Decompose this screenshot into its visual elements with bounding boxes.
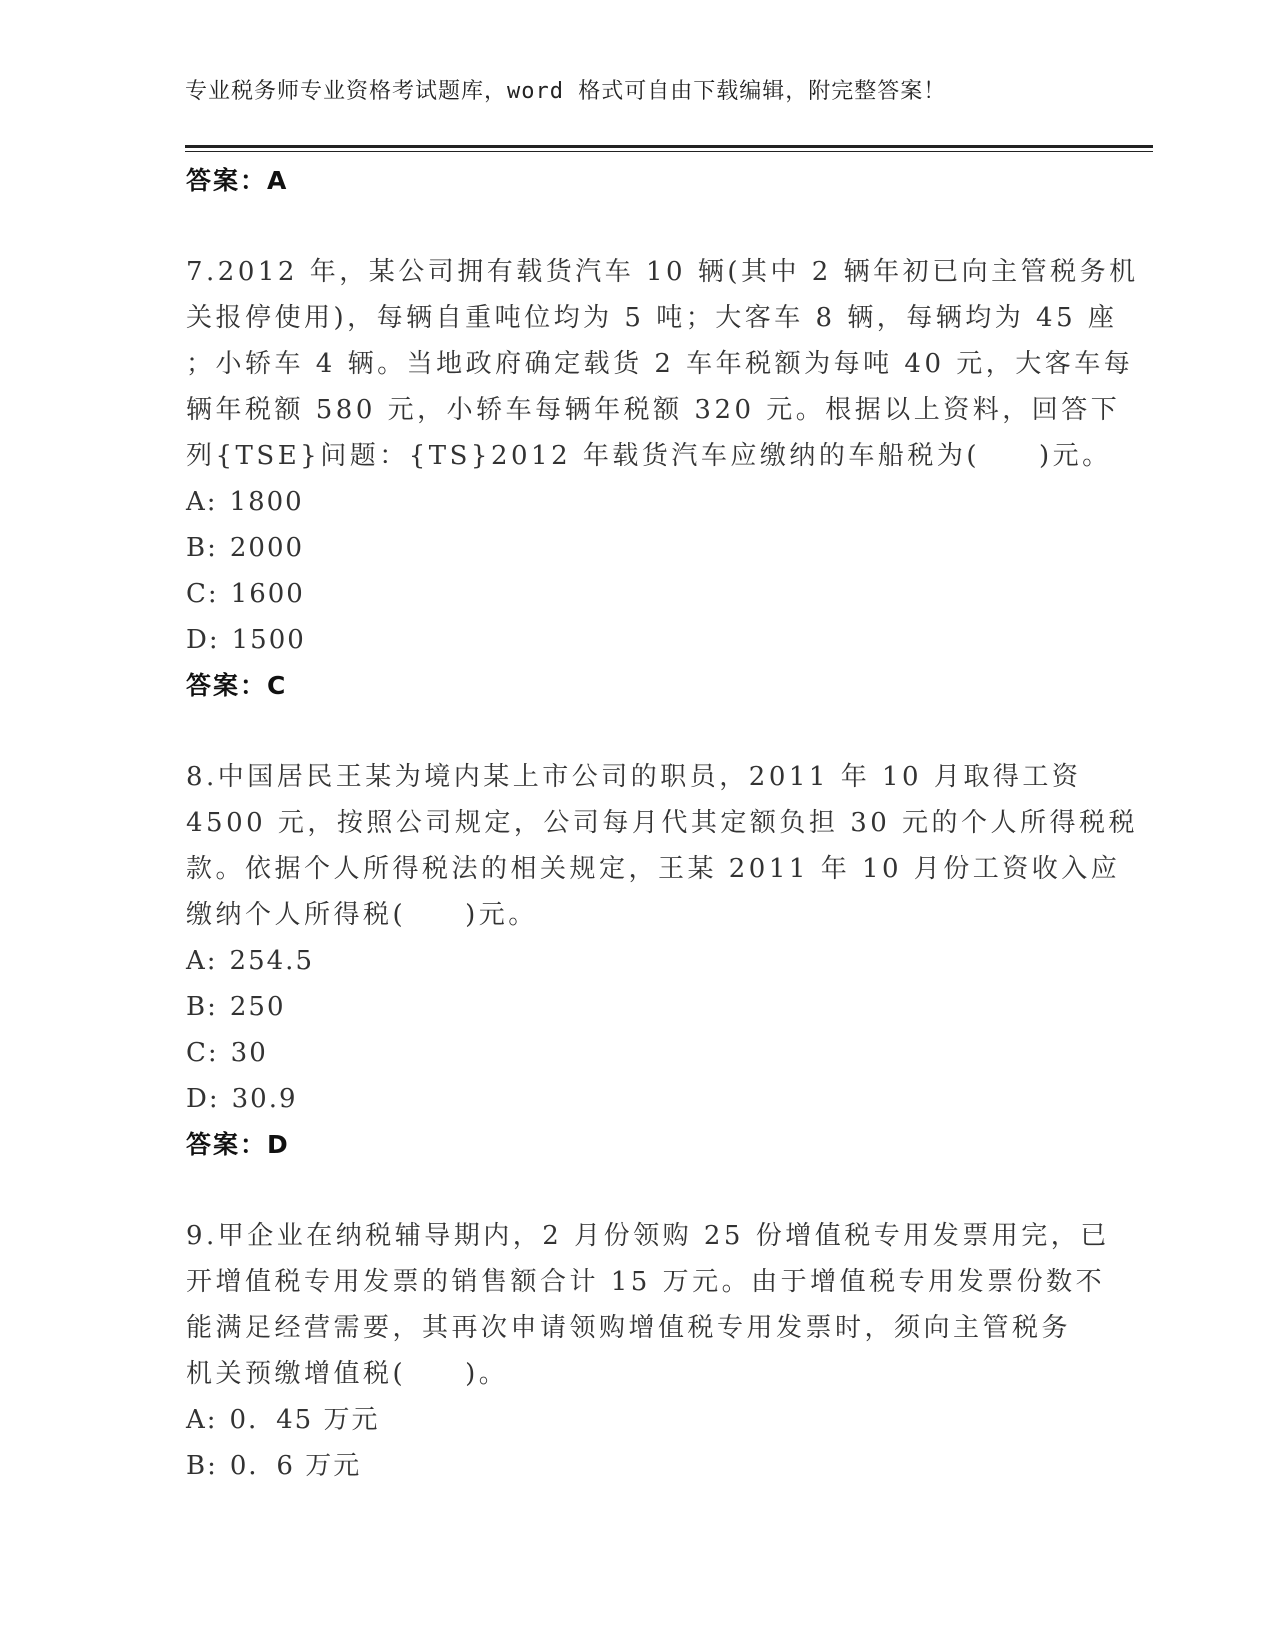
question-7-line: ；小轿车 4 辆。当地政府确定载货 2 车年税额为每吨 40 元，大客车每 xyxy=(186,349,1134,379)
question-8-line: 缴纳个人所得税( )元。 xyxy=(186,900,538,930)
question-8-option-d xyxy=(186,1076,1086,1122)
answer-7: 答案：C xyxy=(186,671,288,700)
option-text: 250 xyxy=(229,992,286,1022)
question-7 xyxy=(186,249,1139,479)
header-rule-thin xyxy=(185,151,1153,152)
option-text: 254.5 xyxy=(229,946,314,976)
question-8-option-b xyxy=(186,984,1086,1030)
option-text: 1600 xyxy=(230,579,305,609)
question-9-option-b xyxy=(186,1443,1086,1489)
option-text: 0．6 万元 xyxy=(229,1451,362,1481)
answer-prev: 答案：A xyxy=(186,166,289,195)
question-8 xyxy=(186,754,1139,938)
answer-8: 答案：D xyxy=(186,1130,290,1159)
question-9-line: 机关预缴增值税( )。 xyxy=(186,1359,509,1389)
option-text: 0．45 万元 xyxy=(229,1405,380,1435)
question-9-line: 9.甲企业在纳税辅导期内，2 月份领购 25 份增值税专用发票用完，已 xyxy=(186,1221,1110,1251)
page-header: 专业税务师专业资格考试题库，word 格式可自由下载编辑，附完整答案！ xyxy=(185,79,947,104)
question-8-option-c xyxy=(186,1030,1086,1076)
option-key: B: xyxy=(186,1451,218,1481)
option-key: A: xyxy=(186,487,218,517)
question-7-option-d xyxy=(186,617,1086,663)
option-key: A: xyxy=(186,1405,218,1435)
header-rule-thick xyxy=(185,145,1153,148)
question-8-line: 8.中国居民王某为境内某上市公司的职员，2011 年 10 月取得工资 xyxy=(186,762,1082,792)
option-key: A: xyxy=(186,946,218,976)
question-7-option-c xyxy=(186,571,1086,617)
question-8-option-a xyxy=(186,938,1086,984)
question-7-line: 辆年税额 580 元，小轿车每辆年税额 320 元。根据以上资料，回答下 xyxy=(186,395,1121,425)
question-9 xyxy=(186,1213,1110,1397)
question-7-line: 7.2012 年，某公司拥有载货汽车 10 辆(其中 2 辆年初已向主管税务机 xyxy=(186,257,1139,287)
question-7-option-a xyxy=(186,479,1086,525)
option-key: B: xyxy=(186,533,218,563)
option-key: C: xyxy=(186,579,219,609)
question-7-option-b xyxy=(186,525,1086,571)
question-9-line: 开增值税专用发票的销售额合计 15 万元。由于增值税专用发票份数不 xyxy=(186,1267,1106,1297)
question-9-option-a xyxy=(186,1397,1086,1443)
option-key: D: xyxy=(186,625,220,655)
document-body xyxy=(186,158,1139,1489)
option-key: D: xyxy=(186,1084,220,1114)
question-7-line: 关报停使用)，每辆自重吨位均为 5 吨；大客车 8 辆，每辆均为 45 座 xyxy=(186,303,1118,333)
question-8-line: 4500 元，按照公司规定，公司每月代其定额负担 30 元的个人所得税税 xyxy=(186,808,1139,838)
question-9-line: 能满足经营需要，其再次申请领购增值税专用发票时，须向主管税务 xyxy=(186,1313,1072,1343)
option-key: C: xyxy=(186,1038,219,1068)
option-text: 1800 xyxy=(229,487,304,517)
option-text: 30 xyxy=(230,1038,268,1068)
option-text: 2000 xyxy=(229,533,305,563)
option-text: 1500 xyxy=(231,625,306,655)
question-7-line: 列{TSE}问题：{TS}2012 年载货汽车应缴纳的车船税为( )元。 xyxy=(186,441,1112,471)
option-text: 30.9 xyxy=(231,1084,298,1114)
question-8-line: 款。依据个人所得税法的相关规定，王某 2011 年 10 月份工资收入应 xyxy=(186,854,1121,884)
option-key: B: xyxy=(186,992,218,1022)
